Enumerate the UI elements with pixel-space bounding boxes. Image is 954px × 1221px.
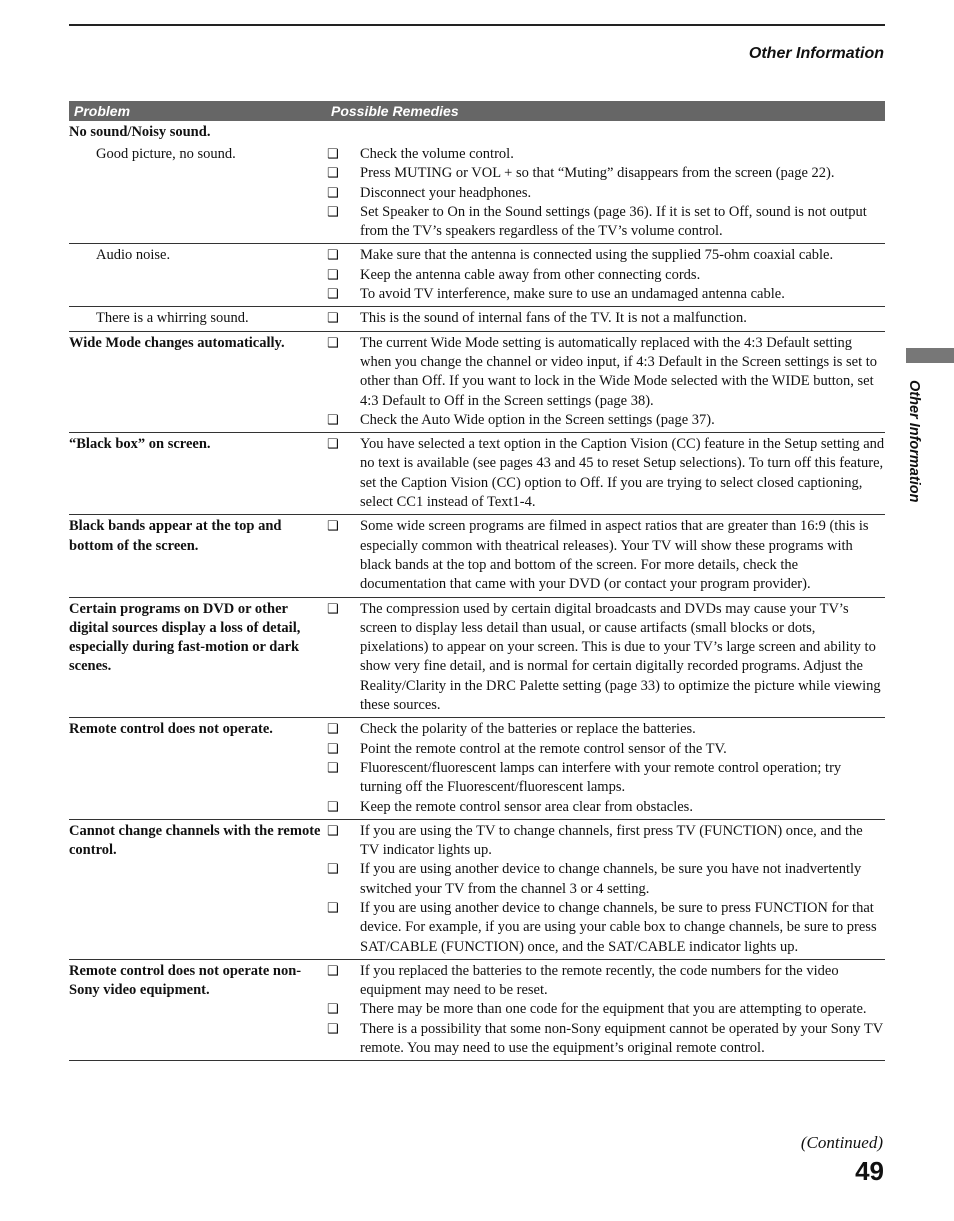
checkbox-icon: ❑ — [327, 185, 339, 201]
page-number: 49 — [855, 1156, 884, 1186]
remedies-cell — [327, 960, 885, 1060]
remedy-item — [327, 285, 885, 304]
checkbox-icon: ❑ — [327, 1021, 339, 1037]
remedy-item — [327, 899, 885, 957]
remedy-text: There is a possibility that some non-Sony equipment cannot be operated by your Sony TV remote. You may need to use the equipment’s original remote control. — [360, 1020, 883, 1057]
remedy-item — [327, 740, 885, 759]
table-row — [69, 307, 885, 331]
checkbox-icon: ❑ — [327, 267, 339, 283]
table-row — [69, 515, 885, 597]
remedy-item — [327, 822, 885, 861]
remedy-item — [327, 411, 885, 430]
remedy-text: To avoid TV interference, make sure to use an undamaged antenna cable. — [360, 286, 785, 303]
checkbox-icon: ❑ — [327, 147, 339, 162]
table-row — [69, 244, 885, 307]
remedies-cell — [327, 307, 885, 330]
remedy-text: There may be more than one code for the equipment that you are attempting to operate. — [360, 1001, 867, 1018]
checkbox-icon: ❑ — [327, 722, 339, 738]
problem-cell: Good picture, no sound. — [96, 146, 236, 162]
checkbox-icon: ❑ — [327, 823, 339, 839]
continued-note: (Continued) — [800, 1133, 883, 1152]
remedies-cell — [327, 820, 885, 959]
remedies-cell — [327, 332, 885, 432]
problem-cell: There is a whirring sound. — [96, 310, 249, 327]
remedy-text: Keep the remote control sensor area clear from obstacles. — [360, 798, 693, 815]
remedy-text: You have selected a text option in the Caption Vision (CC) feature in the Setup setting and no text is available (see pages 43 and 45 to reset Setup selections). To turn off this feature, set the Caption Vision (CC) option to Off. If you are trying to select closed captioning, select CC1 instead of Text1-4. — [360, 436, 885, 511]
section-title: Other Information — [748, 45, 884, 62]
remedy-text: Some wide screen programs are filmed in aspect ratios that are greater than 16:9 (this is especially common with theatrical releases). Your TV will show these programs with black bands at the top and bottom of the screen. For more details, check the documentation that came with your DVD (or contact your program provider). — [360, 518, 869, 593]
remedies-cell — [327, 143, 885, 243]
table-body — [69, 143, 885, 1061]
remedy-item — [327, 164, 885, 183]
checkbox-icon: ❑ — [327, 166, 339, 182]
problem-cell: Certain programs on DVD or other digital sources display a loss of detail, especially during fast-motion or dark scenes. — [69, 600, 301, 675]
remedy-item — [327, 334, 885, 411]
remedy-item — [327, 309, 885, 328]
problem-cell: Cannot change channels with the remote control. — [69, 822, 321, 859]
checkbox-icon: ❑ — [327, 601, 339, 617]
remedy-item — [327, 145, 885, 164]
remedy-text: The current Wide Mode setting is automatically replaced with the 4:3 Default setting when you change the channel or video input, if 4:3 Default in the Screen settings is set to other than Off. If you want to lock in the Wide Mode selected with the WIDE button, set 4:3 Default to Off in the Screen settings (page 38). — [360, 334, 878, 409]
remedy-text: If you are using the TV to change channels, first press TV (FUNCTION) once, and the TV indicator lights up. — [360, 822, 863, 859]
remedy-item — [327, 517, 885, 594]
remedies-cell — [327, 515, 885, 596]
remedy-item — [327, 203, 885, 242]
remedy-item — [327, 860, 885, 899]
table-row — [69, 143, 885, 244]
remedies-cell — [327, 244, 885, 306]
side-section-label: Other Information — [906, 380, 922, 503]
table-row — [69, 598, 885, 719]
remedy-text: If you are using another device to change channels, be sure you have not inadvertently switched your TV from the channel 3 or 4 setting. — [360, 861, 862, 897]
column-header-remedies: Possible Remedies — [331, 103, 459, 119]
category-heading: No sound/Noisy sound. — [69, 124, 211, 140]
remedy-item — [327, 798, 885, 817]
checkbox-icon: ❑ — [327, 287, 339, 303]
remedy-text: Point the remote control at the remote control sensor of the TV. — [360, 740, 727, 757]
problem-cell: Audio noise. — [96, 247, 171, 264]
checkbox-icon: ❑ — [327, 519, 339, 535]
checkbox-icon: ❑ — [327, 311, 339, 327]
checkbox-icon: ❑ — [327, 1002, 339, 1018]
remedy-text: Check the polarity of the batteries or replace the batteries. — [360, 721, 696, 738]
table-row — [69, 820, 885, 960]
column-header-problem: Problem — [74, 103, 131, 119]
checkbox-icon: ❑ — [327, 437, 339, 453]
remedy-item — [327, 759, 885, 798]
checkbox-icon: ❑ — [327, 799, 339, 815]
checkbox-icon: ❑ — [327, 204, 339, 220]
table-row — [69, 960, 885, 1061]
remedies-cell — [327, 433, 885, 514]
remedy-text: This is the sound of internal fans of the TV. It is not a malfunction. — [360, 310, 747, 327]
remedy-text: Set Speaker to On in the Sound settings (page 36). If it is set to Off, sound is not output from the TV’s speakers regardless of the TV’s volume control. — [360, 203, 867, 240]
checkbox-icon: ❑ — [327, 741, 339, 757]
remedy-item — [327, 1000, 885, 1019]
remedy-text: Disconnect your headphones. — [360, 184, 532, 201]
remedy-text: Fluorescent/fluorescent lamps can interfere with your remote control operation; try turning off the Fluorescent/fluorescent lamps. — [360, 759, 842, 796]
remedies-cell — [327, 598, 885, 718]
side-tab-marker — [906, 348, 954, 363]
checkbox-icon: ❑ — [327, 760, 339, 776]
problem-cell: Wide Mode changes automatically. — [69, 334, 285, 351]
checkbox-icon: ❑ — [327, 862, 339, 878]
problem-cell: “Black box” on screen. — [69, 436, 211, 453]
remedy-item — [327, 184, 885, 203]
remedies-cell — [327, 718, 885, 818]
remedy-text: Check the volume control. — [360, 146, 514, 162]
remedy-item — [327, 962, 885, 1001]
problem-cell: Remote control does not operate. — [69, 721, 273, 738]
table-row — [69, 718, 885, 819]
remedy-text: Make sure that the antenna is connected using the supplied 75-ohm coaxial cable. — [360, 247, 834, 264]
remedy-item — [327, 600, 885, 716]
top-rule — [69, 24, 885, 26]
remedy-text: If you are using another device to change channels, be sure to press FUNCTION for that device. For example, if you are using your cable box to change channels, be sure to press SAT/CABLE (FUNCTION) once, and the SAT/CABLE indicator lights up. — [360, 899, 877, 955]
remedy-item — [327, 1020, 885, 1059]
checkbox-icon: ❑ — [327, 412, 339, 428]
checkbox-icon: ❑ — [327, 248, 339, 264]
troubleshooting-table — [69, 101, 885, 1061]
problem-cell: Remote control does not operate non-Sony video equipment. — [69, 962, 302, 999]
remedy-item — [327, 266, 885, 285]
remedy-text: Check the Auto Wide option in the Screen settings (page 37). — [360, 411, 715, 428]
remedy-text: Press MUTING or VOL + so that “Muting” disappears from the screen (page 22). — [360, 165, 835, 182]
checkbox-icon: ❑ — [327, 900, 339, 916]
problem-cell: Black bands appear at the top and bottom of the screen. — [69, 518, 282, 554]
remedy-item — [327, 435, 885, 512]
remedy-text: If you replaced the batteries to the remote recently, the code numbers for the video equipment may need to be reset. — [360, 962, 839, 999]
table-header — [69, 101, 885, 121]
table-row — [69, 433, 885, 515]
table-row — [69, 332, 885, 433]
remedy-text: The compression used by certain digital broadcasts and DVDs may cause your TV’s screen to display less detail than usual, or cause artifacts (small blocks or dots, pixelations) to appear on your screen. This is due to your TV’s large screen and ability to show very fine detail, and is normal for certain digitally recorded programs. Adjust the Reality/Clarity in the DRC Palette setting (page 33) to optimize the picture while viewing these sources. — [360, 600, 881, 714]
checkbox-icon: ❑ — [327, 963, 339, 979]
checkbox-icon: ❑ — [327, 335, 339, 351]
remedy-item — [327, 246, 885, 265]
remedy-text: Keep the antenna cable away from other connecting cords. — [360, 266, 701, 283]
remedy-item — [327, 720, 885, 739]
